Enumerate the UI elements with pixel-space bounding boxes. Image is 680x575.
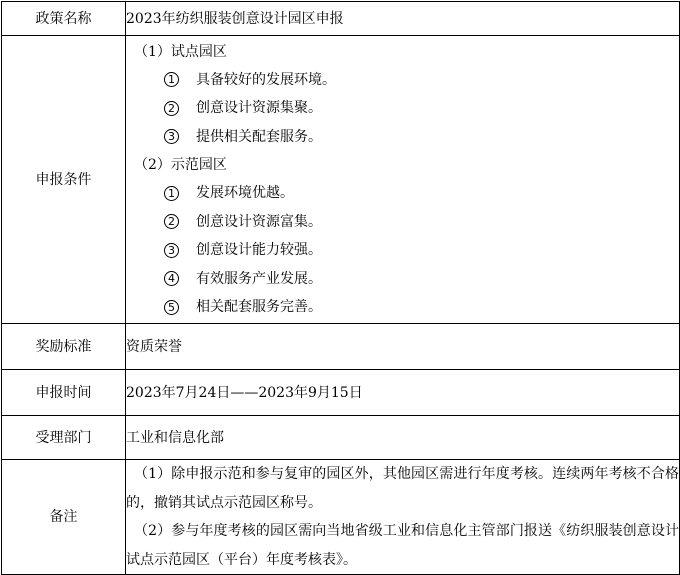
list-item <box>164 208 679 237</box>
remarks-value <box>126 460 680 575</box>
group-heading-pilot: （1）试点园区 <box>134 43 227 60</box>
dept-value: 工业和信息化部 <box>126 416 680 460</box>
period-value: 2023年7月24日——2023年9月15日 <box>126 370 680 416</box>
list-item-text: 创意设计资源富集。 <box>196 213 322 230</box>
list-item-text: 创意设计资源集聚。 <box>196 100 322 117</box>
list-item-text: 创意设计能力较强。 <box>196 242 322 259</box>
list-item-text: 具备较好的发展环境。 <box>196 71 336 88</box>
circled-number: 4 <box>164 271 179 286</box>
remark-paragraph: （2）参与年度考核的园区需向当地省级工业和信息化主管部门报送《纺织服装创意设计试点示范园区（平台）年度考核表》。 <box>126 523 679 568</box>
dept-label: 受理部门 <box>2 416 126 460</box>
list-item <box>164 293 679 322</box>
list-item <box>164 236 679 265</box>
group-heading-demo: （2）示范园区 <box>134 157 227 173</box>
row-period <box>2 370 680 416</box>
period-label: 申报时间 <box>2 370 126 416</box>
circled-number: 2 <box>164 101 179 116</box>
list-item <box>164 66 679 95</box>
circled-number: 1 <box>164 72 179 87</box>
reward-value: 资质荣誉 <box>126 324 680 370</box>
circled-number: 1 <box>164 186 179 201</box>
row-dept <box>2 416 680 460</box>
conditions-value <box>126 36 680 324</box>
list-item <box>164 123 679 152</box>
circled-number: 2 <box>164 214 179 229</box>
remark-paragraph: （1）除申报示范和参与复审的园区外，其他园区需进行年度考核。连续两年考核不合格的，撤销其试点示范园区称号。 <box>126 466 679 511</box>
policy-name-value: 2023年纺织服装创意设计园区申报 <box>126 2 680 36</box>
list-item-text: 提供相关配套服务。 <box>196 128 322 145</box>
row-conditions <box>2 36 680 324</box>
reward-label: 奖励标准 <box>2 324 126 370</box>
row-policy-name <box>2 2 680 36</box>
policy-name-label: 政策名称 <box>2 2 126 36</box>
circled-number: 3 <box>164 129 179 144</box>
policy-table <box>1 1 680 575</box>
list-item <box>164 94 679 123</box>
list-item <box>164 179 679 208</box>
remarks-label: 备注 <box>2 460 126 575</box>
pilot-list <box>126 66 679 152</box>
list-item-text: 相关配套服务完善。 <box>196 299 322 316</box>
conditions-label: 申报条件 <box>2 36 126 324</box>
list-item <box>164 265 679 294</box>
list-item-text: 发展环境优越。 <box>196 185 294 202</box>
circled-number: 5 <box>164 300 179 315</box>
circled-number: 3 <box>164 243 179 258</box>
row-remarks <box>2 460 680 575</box>
demo-list <box>126 179 679 322</box>
list-item-text: 有效服务产业发展。 <box>196 270 322 287</box>
row-reward <box>2 324 680 370</box>
